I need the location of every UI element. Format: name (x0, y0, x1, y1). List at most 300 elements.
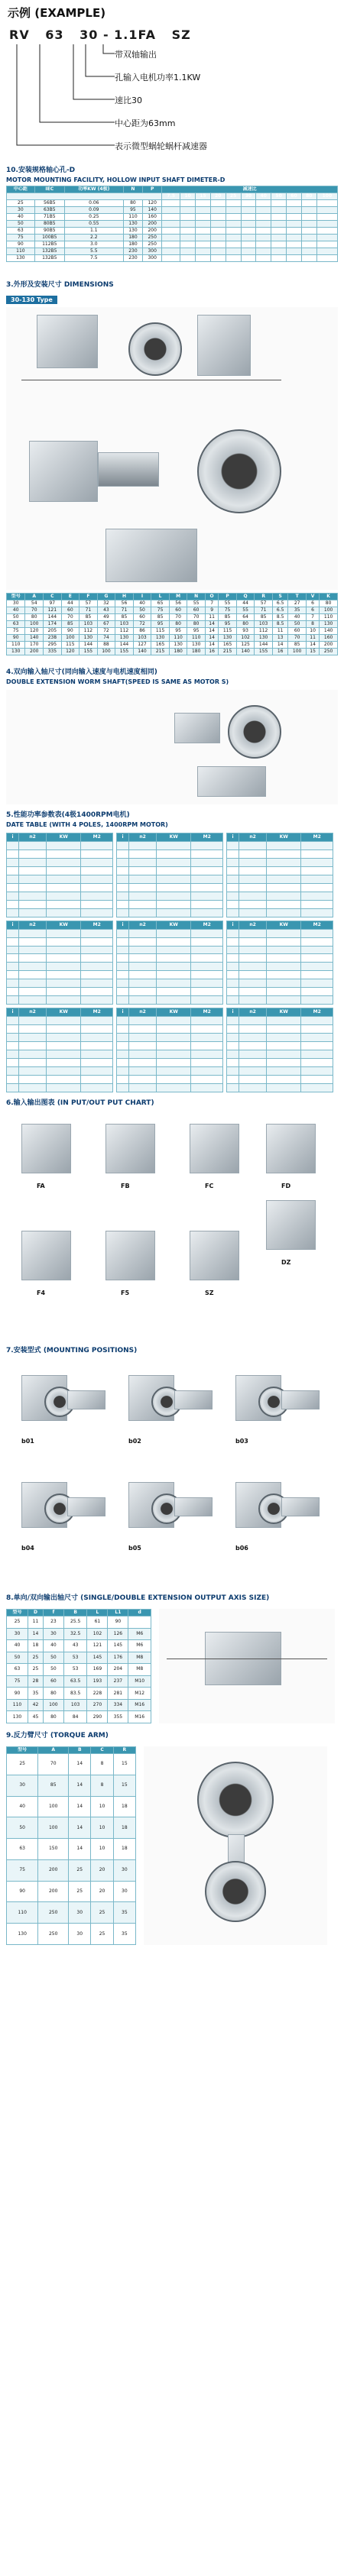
table-cell (81, 1017, 113, 1025)
table-cell (7, 1042, 19, 1050)
output-bore-view (128, 322, 182, 376)
table-row (7, 207, 338, 214)
table-cell: 63 (7, 1664, 28, 1676)
header-cell: N (187, 594, 206, 600)
table-row (7, 1699, 151, 1711)
table-cell: 103 (133, 635, 151, 642)
table-cell: 144 (255, 642, 273, 649)
table-cell (301, 866, 333, 875)
table-cell (129, 1042, 157, 1050)
table-row (7, 248, 338, 255)
table-cell: 25 (69, 1881, 91, 1902)
header-cell: F (80, 594, 98, 600)
bore-cell (241, 221, 256, 228)
table-cell: 25 (28, 1664, 44, 1676)
ratio-cell: 15 (195, 193, 210, 200)
example-item-ratio: 速比30 (115, 95, 142, 105)
table-cell (239, 954, 267, 963)
table-cell (301, 1083, 333, 1092)
code-ratio-power: 30 - 1.1FA (80, 28, 156, 42)
table-cell: 15 (113, 1775, 135, 1796)
bore-cell (316, 214, 337, 221)
header-cell: 型号 (7, 1747, 38, 1754)
col-n: N (123, 186, 142, 193)
table-cell (7, 849, 19, 858)
bore-cell (195, 207, 210, 214)
table-cell (301, 988, 333, 996)
table-cell: 90 (7, 241, 35, 248)
table-cell (301, 841, 333, 849)
table-cell: 30 (113, 1881, 135, 1902)
bore-cell (316, 255, 337, 262)
table-cell (19, 971, 47, 979)
bore-cell (162, 214, 180, 221)
torque-arm-table (6, 1746, 136, 1945)
position-label: b05 (128, 1545, 141, 1552)
bore-cell (287, 221, 302, 228)
table-cell (301, 971, 333, 979)
table-cell (191, 908, 223, 917)
table-cell: 85 (115, 614, 134, 621)
table-cell: 30 (69, 1924, 91, 1945)
table-cell (239, 1017, 267, 1025)
table-cell (81, 883, 113, 892)
bore-cell (287, 214, 302, 221)
bore-cell (195, 241, 210, 248)
bore-cell (241, 241, 256, 248)
gearbox-base-view (105, 529, 197, 582)
table-cell (191, 1042, 223, 1050)
table-cell: 170 (25, 642, 44, 649)
table-cell (227, 1042, 239, 1050)
table-cell: 11 (306, 635, 319, 642)
dimension-drawing (6, 307, 338, 590)
io-option (258, 1120, 327, 1196)
bore-cell (271, 221, 287, 228)
table-cell (117, 946, 129, 954)
table-cell (47, 929, 81, 937)
table-cell (191, 883, 223, 892)
table-cell: 40 (133, 600, 151, 607)
table-cell (157, 866, 191, 875)
table-cell (81, 849, 113, 858)
bore-cell (180, 235, 196, 241)
table-cell (267, 908, 301, 917)
mounting-position (14, 1367, 113, 1467)
table-cell: 335 (44, 649, 62, 655)
table-cell (227, 900, 239, 908)
table-cell (227, 988, 239, 996)
io-label: FA (37, 1183, 45, 1189)
header-cell: H (115, 594, 134, 600)
table-cell: 44 (61, 600, 80, 607)
table-cell (7, 1050, 19, 1059)
table-cell: 130 (255, 635, 273, 642)
table-cell (267, 954, 301, 963)
table-cell: 85 (255, 614, 273, 621)
table-cell (19, 946, 47, 954)
bore-cell (316, 207, 337, 214)
table-cell (239, 1066, 267, 1075)
table-cell: 80 (320, 600, 338, 607)
table-cell (227, 929, 239, 937)
bore-cell (195, 235, 210, 241)
table-cell: 6.5 (272, 607, 287, 614)
table-cell (267, 1042, 301, 1050)
table-cell (81, 971, 113, 979)
bore-cell (271, 241, 287, 248)
table-cell (301, 1025, 333, 1034)
bore-cell (226, 221, 241, 228)
table-cell (157, 908, 191, 917)
header-cell: KW (157, 921, 191, 929)
table-cell: 14 (69, 1796, 91, 1817)
table-cell: 35 (288, 607, 307, 614)
header-cell: A (38, 1747, 69, 1754)
table-row (7, 255, 338, 262)
table-cell (267, 1034, 301, 1042)
table-cell (267, 883, 301, 892)
table-cell: 80 (187, 621, 206, 628)
table-cell: 85 (61, 621, 80, 628)
table-cell (157, 1066, 191, 1075)
header-cell: M2 (301, 921, 333, 929)
table-cell: 120 (25, 628, 44, 635)
position-label: b04 (21, 1545, 34, 1552)
table-cell: 102 (87, 1628, 108, 1640)
table-cell (191, 1059, 223, 1067)
table-cell: 18 (113, 1817, 135, 1839)
bore-cell (241, 228, 256, 235)
ratio-cell: 20 (210, 193, 226, 200)
bore-cell (210, 221, 226, 228)
table-cell: 110 (123, 214, 142, 221)
table-cell: 85 (219, 614, 237, 621)
table-cell: 155 (80, 649, 98, 655)
table-cell (47, 1017, 81, 1025)
bore-cell (316, 241, 337, 248)
io-chart-grid (6, 1112, 338, 1341)
code-size: 63 (45, 28, 64, 42)
table-cell: 14 (69, 1839, 91, 1860)
mounting-position (121, 1367, 220, 1467)
ratio-cell: 50 (271, 193, 287, 200)
ratio-cell: 80 (301, 193, 316, 200)
table-cell (239, 988, 267, 996)
table-cell: 100 (43, 1699, 63, 1711)
table-cell (81, 996, 113, 1005)
table-cell (239, 841, 267, 849)
table-cell: 10 (91, 1817, 113, 1839)
table-cell: 70 (169, 614, 187, 621)
table-cell: 130 (123, 228, 142, 235)
col-iec: IEC (34, 186, 64, 193)
table-cell: 110 (7, 1699, 28, 1711)
header-cell: i (117, 1008, 129, 1017)
table-cell: 15 (113, 1754, 135, 1775)
table-cell (129, 900, 157, 908)
table-row (7, 200, 338, 207)
table-cell: 57 (80, 600, 98, 607)
table-cell: 70 (38, 1754, 69, 1775)
table-cell: 40 (7, 607, 25, 614)
table-cell: 14 (272, 642, 287, 649)
table-cell: 50 (43, 1652, 63, 1664)
table-cell: 100 (38, 1817, 69, 1839)
table-cell (81, 1025, 113, 1034)
table-cell: 200 (25, 649, 44, 655)
bore-cell (226, 255, 241, 262)
table-cell (47, 1059, 81, 1067)
table-cell (117, 1025, 129, 1034)
header-cell: M2 (81, 921, 113, 929)
table-cell: 110 (169, 635, 187, 642)
table-cell: 67 (97, 621, 115, 628)
table-cell (301, 1075, 333, 1083)
bore-cell (271, 214, 287, 221)
io-option (182, 1120, 251, 1196)
position-label: b06 (235, 1545, 248, 1552)
table-cell: 63 (7, 621, 25, 628)
type-badge: 30-130 Type (6, 296, 57, 304)
header-cell: n2 (129, 1008, 157, 1017)
table-cell (19, 883, 47, 892)
table-cell (157, 1042, 191, 1050)
table-cell (157, 963, 191, 971)
table-cell (227, 954, 239, 963)
table-cell (191, 849, 223, 858)
table-cell (157, 858, 191, 866)
table-cell (7, 937, 19, 946)
bore-cell (271, 235, 287, 241)
bore-cell (195, 228, 210, 235)
section-3-title: 3.外形及安装尺寸 DIMENSIONS (6, 281, 114, 289)
header-cell: i (7, 921, 19, 929)
performance-table (116, 1008, 223, 1092)
position-label: b03 (235, 1438, 248, 1445)
table-cell: 40 (7, 1796, 38, 1817)
table-cell: 0.09 (64, 207, 123, 214)
table-cell (227, 841, 239, 849)
table-cell (19, 1066, 47, 1075)
table-cell: 144 (80, 642, 98, 649)
header-cell: 型号 (7, 594, 25, 600)
header-cell: 型号 (7, 1610, 28, 1616)
bore-cell (195, 200, 210, 207)
bore-cell (316, 248, 337, 255)
io-label: SZ (205, 1290, 214, 1296)
table-cell: 95 (187, 628, 206, 635)
table-cell (191, 1034, 223, 1042)
table-cell (129, 996, 157, 1005)
table-cell (117, 908, 129, 917)
table-cell (239, 996, 267, 1005)
table-cell (19, 908, 47, 917)
table-cell: 200 (38, 1881, 69, 1902)
table-cell (47, 841, 81, 849)
table-cell: 300 (143, 255, 162, 262)
table-row (7, 214, 338, 221)
table-cell: 8.5 (272, 614, 287, 621)
table-cell (301, 954, 333, 963)
bore-cell (256, 235, 271, 241)
table-cell (157, 1075, 191, 1083)
table-cell: 132B5 (34, 255, 64, 262)
bore-cell (316, 200, 337, 207)
table-cell: 60 (288, 628, 307, 635)
table-cell (19, 858, 47, 866)
table-cell (19, 1025, 47, 1034)
table-cell: 90 (108, 1616, 128, 1629)
table-cell: 45 (28, 1711, 44, 1723)
table-cell: 80 (236, 621, 255, 628)
table-cell (19, 875, 47, 883)
table-cell (7, 866, 19, 875)
table-cell (191, 988, 223, 996)
bore-cell (316, 228, 337, 235)
table-cell (191, 866, 223, 875)
table-cell: 50 (7, 1817, 38, 1839)
table-cell: 130 (123, 221, 142, 228)
table-row (7, 1640, 151, 1652)
table-cell: 100 (61, 635, 80, 642)
table-cell: 44 (236, 600, 255, 607)
table-cell: 60 (61, 607, 80, 614)
header-cell: A (25, 594, 44, 600)
table-cell: 180 (187, 649, 206, 655)
table-cell (301, 937, 333, 946)
table-cell: 61 (87, 1616, 108, 1629)
table-cell: 63.5 (63, 1675, 87, 1688)
table-cell: 14 (69, 1775, 91, 1796)
table-cell (117, 929, 129, 937)
header-cell: i (7, 1008, 19, 1017)
table-cell (129, 1034, 157, 1042)
table-cell (19, 1075, 47, 1083)
table-cell: 64 (236, 614, 255, 621)
header-cell: Q (236, 594, 255, 600)
table-cell: 25 (91, 1924, 113, 1945)
bore-cell (210, 228, 226, 235)
table-cell (47, 1025, 81, 1034)
table-cell (129, 858, 157, 866)
table-cell (267, 946, 301, 954)
table-cell (7, 946, 19, 954)
bore-cell (241, 214, 256, 221)
table-cell: 28 (28, 1675, 44, 1688)
table-cell: 155 (255, 649, 273, 655)
header-cell: M (169, 594, 187, 600)
table-cell: 205 (44, 628, 62, 635)
table-cell (239, 883, 267, 892)
table-row (7, 1675, 151, 1688)
table-cell (7, 900, 19, 908)
performance-section (0, 809, 344, 1092)
table-cell: 295 (44, 642, 62, 649)
table-row (7, 1754, 136, 1775)
table-cell (267, 979, 301, 988)
table-cell (81, 892, 113, 900)
table-row (7, 1775, 136, 1796)
table-cell (301, 963, 333, 971)
bore-cell (271, 200, 287, 207)
table-cell (81, 937, 113, 946)
table-cell (227, 971, 239, 979)
table-cell: 95 (169, 628, 187, 635)
table-cell: 63 (7, 1839, 38, 1860)
table-cell: 42 (28, 1699, 44, 1711)
bore-cell (226, 228, 241, 235)
header-cell: G (97, 594, 115, 600)
section-6-title: 6.输入输出图表 (IN PUT/OUT PUT CHART) (6, 1099, 154, 1107)
header-cell: i (117, 833, 129, 842)
table-cell (267, 858, 301, 866)
io-label: F5 (121, 1290, 130, 1296)
table-cell (129, 971, 157, 979)
table-cell: 7 (205, 600, 218, 607)
table-cell: 25 (7, 200, 35, 207)
output-axis-drawing (159, 1609, 335, 1723)
table-cell (157, 996, 191, 1005)
header-cell: M2 (301, 833, 333, 842)
table-cell (19, 900, 47, 908)
table-cell (81, 875, 113, 883)
example-section (0, 0, 344, 164)
bore-cell (241, 255, 256, 262)
table-cell: 55 (219, 600, 237, 607)
table-row (7, 1924, 136, 1945)
table-cell: 10 (91, 1839, 113, 1860)
table-cell (47, 892, 81, 900)
table-cell (301, 1059, 333, 1067)
table-cell: 14 (69, 1817, 91, 1839)
table-cell: 300 (143, 248, 162, 255)
table-cell: 160 (143, 214, 162, 221)
table-cell: 70 (25, 607, 44, 614)
io-label: FD (281, 1183, 291, 1189)
table-cell: 130 (7, 649, 25, 655)
table-cell: 18 (113, 1796, 135, 1817)
table-cell: 180 (123, 235, 142, 241)
table-cell (117, 1083, 129, 1092)
table-cell: 112 (255, 628, 273, 635)
table-cell: 50 (7, 614, 25, 621)
mounting-position (121, 1474, 220, 1574)
table-cell (7, 892, 19, 900)
performance-table (6, 833, 113, 917)
table-cell: 176 (108, 1652, 128, 1664)
header-cell: E (61, 594, 80, 600)
dimensions-section (0, 279, 344, 655)
table-cell: 140 (25, 635, 44, 642)
table-cell (227, 1017, 239, 1025)
table-row (7, 241, 338, 248)
table-cell: 130 (80, 635, 98, 642)
table-cell (157, 971, 191, 979)
table-cell (47, 946, 81, 954)
table-cell (129, 1059, 157, 1067)
table-cell: 14 (306, 642, 319, 649)
table-cell (7, 1075, 19, 1083)
header-cell: KW (267, 1008, 301, 1017)
io-label: FB (121, 1183, 130, 1189)
table-cell (129, 979, 157, 988)
example-title: 示例 (EXAMPLE) (8, 6, 106, 20)
table-cell: 71 (115, 607, 134, 614)
header-cell: S (272, 594, 287, 600)
table-cell (19, 1083, 47, 1092)
table-cell: 0.06 (64, 200, 123, 207)
